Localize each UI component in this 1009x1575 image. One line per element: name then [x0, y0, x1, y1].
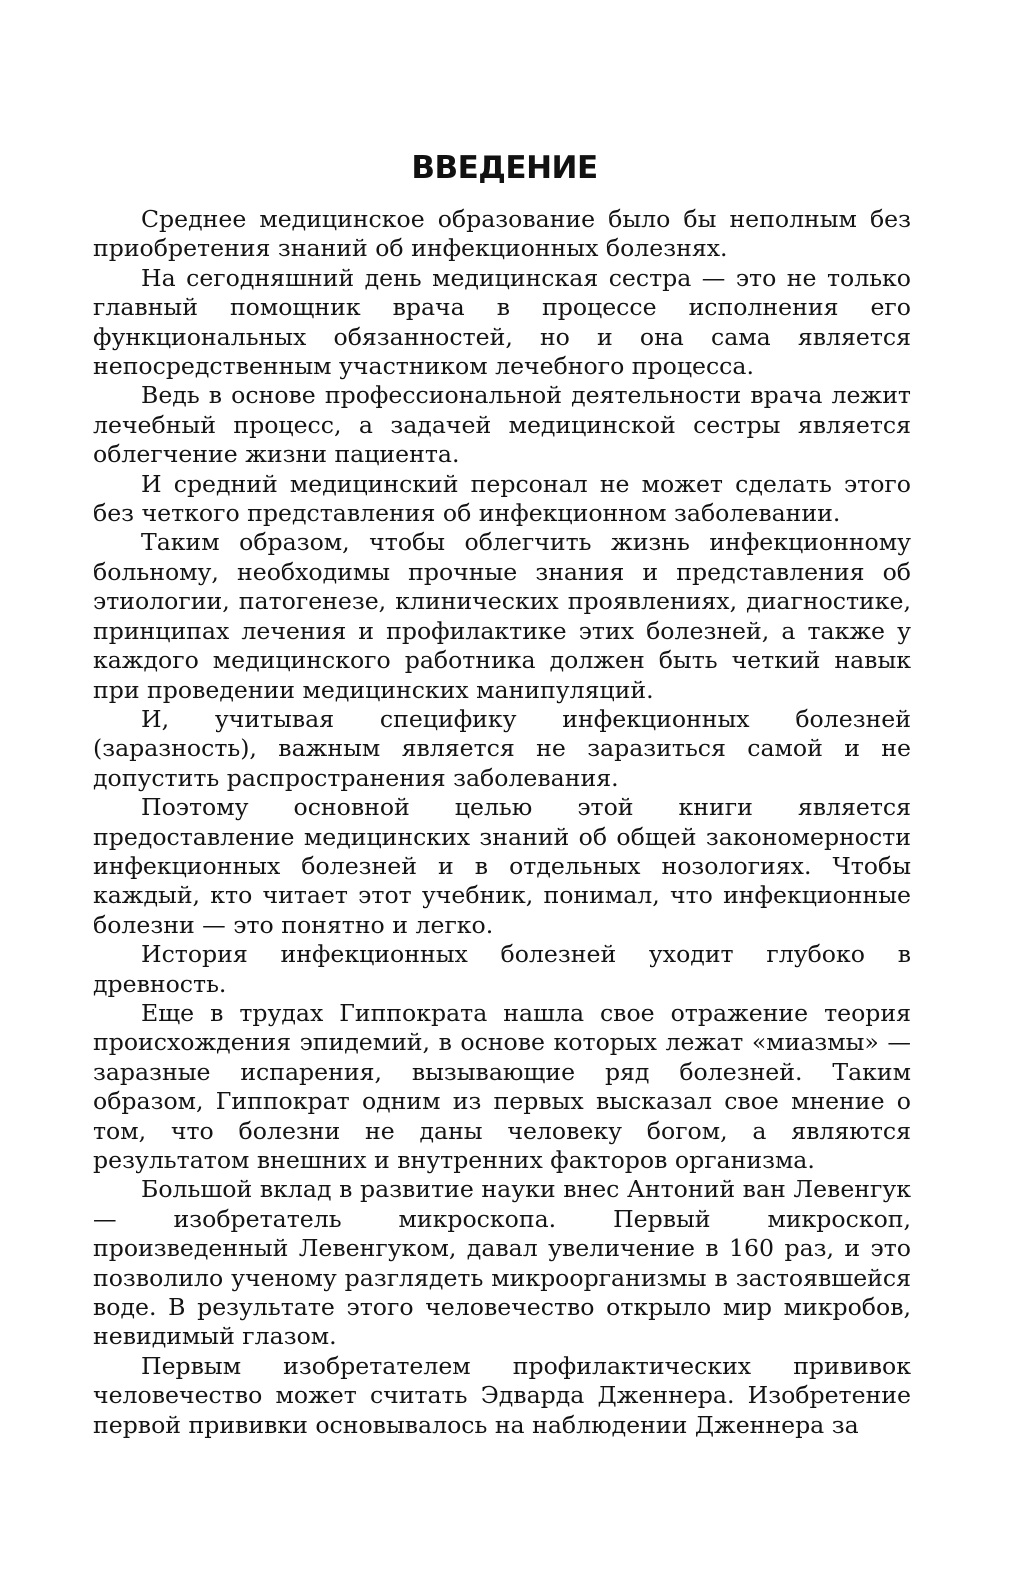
paragraph: И, учитывая специфику инфекционных болезней (заразность), важным является не заразиться самой и не допустить распространения заболевания.	[93, 704, 911, 792]
paragraph: История инфекционных болезней уходит глубоко в древность.	[93, 940, 911, 998]
paragraph: Таким образом, чтобы облегчить жизнь инфекционному больному, необходимы прочные знания и представления об этиологии, патогенезе, клинических проявлениях, диагностике, принципах лечения и профилактике этих болезней, а также у каждого медицинского работника должен быть четкий навык при проведении медицинских манипуляций.	[93, 528, 911, 704]
body-text	[93, 205, 911, 1440]
paragraph: И средний медицинский персонал не может сделать этого без четкого представления об инфекционном заболевании.	[93, 469, 911, 528]
paragraph: На сегодняшний день медицинская сестра — это не только главный помощник врача в процессе исполнения его функциональных обязанностей, но и она сама является непосредственным участником лечебного процесса.	[93, 263, 911, 381]
paragraph: Еще в трудах Гиппократа нашла свое отражение теория происхождения эпидемий, в основе которых лежат «миазмы» — заразные испарения, вызывающие ряд болезней. Таким образом, Гиппократ одним из первых высказал свое мнение о том, что болезни не даны человеку богом, а являются результатом внешних и внутренних факторов организма.	[93, 998, 911, 1174]
paragraph: Первым изобретателем профилактических прививок человечество может считать Эдварда Дженнера. Изобретение первой прививки основывалось на наблюдении Дженнера за	[93, 1351, 911, 1439]
paragraph: Поэтому основной целью этой книги является предоставление медицинских знаний об общей закономерности инфекционных болезней и в отдельных нозологиях. Чтобы каждый, кто читает этот учебник, понимал, что инфекционные болезни — это понятно и легко.	[93, 793, 911, 939]
paragraph: Ведь в основе профессиональной деятельности врача лежит лечебный процесс, а задачей медицинской сестры является облегчение жизни пациента.	[93, 381, 911, 469]
paragraph: Среднее медицинское образование было бы неполным без приобретения знаний об инфекционных болезнях.	[93, 205, 911, 263]
chapter-title: ВВЕДЕНИЕ	[411, 150, 598, 186]
paragraph: Большой вклад в развитие науки внес Антоний ван Левенгук — изобретатель микроскопа. Первый микроскоп, произведенный Левенгуком, давал увеличение в 160 раз, и это позволило ученому разглядеть микроорганизмы в застоявшейся воде. В результате этого человечество открыло мир микробов, невидимый глазом.	[93, 1175, 911, 1351]
